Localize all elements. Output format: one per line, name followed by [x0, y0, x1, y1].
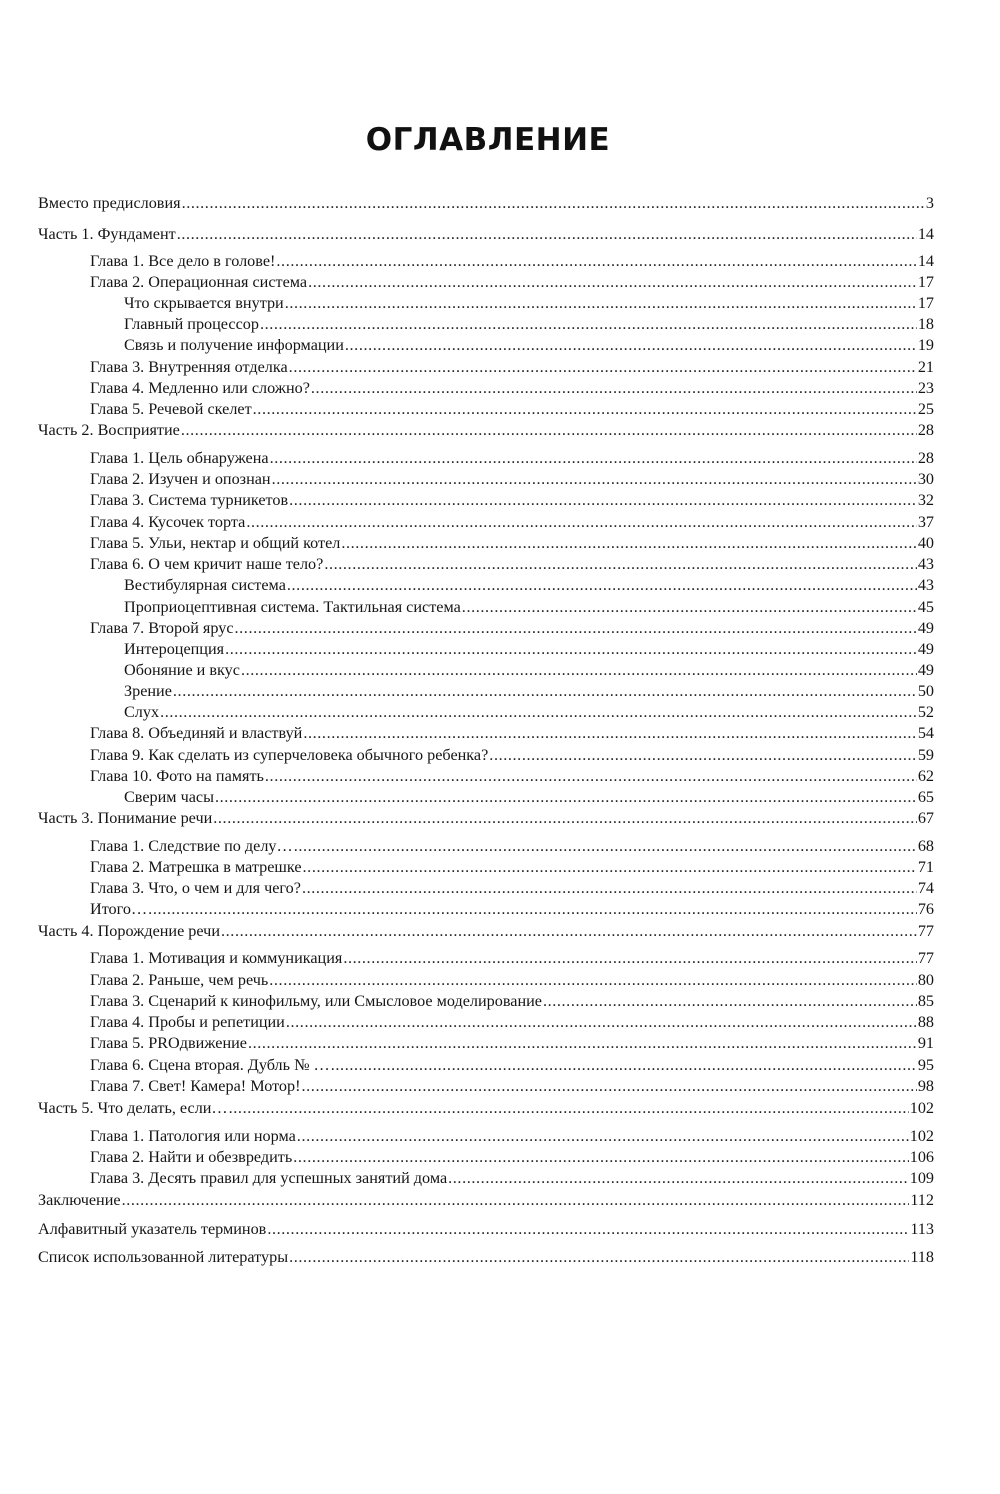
entry-title: Список использованной литературы: [38, 1248, 289, 1266]
toc-entry: [90, 1126, 934, 1146]
dot-leader: [267, 1219, 909, 1239]
dot-leader: [173, 681, 917, 701]
dot-leader: [215, 787, 917, 807]
toc-entry: [90, 469, 934, 489]
entry-title: Что скрывается внутри: [124, 294, 284, 312]
entry-title: Глава 1. Патология или норма: [90, 1127, 296, 1145]
page-number: 95: [917, 1056, 934, 1074]
dot-leader: [241, 660, 917, 680]
toc-entry: [90, 836, 934, 856]
page-number: 40: [917, 534, 934, 552]
entry-title: Глава 3. Система турникетов: [90, 491, 289, 509]
toc-entry: [90, 970, 934, 990]
dot-leader: [269, 970, 917, 990]
toc-entry: [124, 314, 934, 334]
page-number: 18: [917, 315, 934, 333]
toc-entry: [124, 639, 934, 659]
page-number: 91: [917, 1034, 934, 1052]
toc-entry: [38, 1098, 934, 1118]
entry-title: Часть 2. Восприятие: [38, 421, 180, 439]
page-number: 59: [917, 746, 934, 764]
page-title: ОГЛАВЛЕНИЕ: [365, 122, 611, 158]
page-number: 17: [917, 273, 934, 291]
page-number: 49: [917, 640, 934, 658]
toc-entry: [38, 420, 934, 440]
dot-leader: [270, 448, 917, 468]
dot-leader: [225, 639, 917, 659]
toc-entry: [90, 1055, 934, 1075]
dot-leader: [308, 272, 917, 292]
dot-leader: [293, 1147, 908, 1167]
toc-entry: [38, 1190, 934, 1210]
page-number: 49: [917, 661, 934, 679]
dot-leader: [272, 469, 917, 489]
page-number: 52: [917, 703, 934, 721]
dot-leader: [289, 1247, 909, 1267]
entry-title: Глава 3. Внутренняя отделка: [90, 358, 288, 376]
entry-title: Глава 1. Все дело в голове!: [90, 252, 276, 270]
toc-entry: [90, 878, 934, 898]
entry-title: Глава 5. Ульи, нектар и общий котел: [90, 534, 341, 552]
dot-leader: [311, 378, 917, 398]
dot-leader: [345, 335, 917, 355]
toc-entry: [90, 490, 934, 510]
entry-title: Вместо предисловия: [38, 194, 181, 212]
page-number: 102: [909, 1099, 934, 1117]
dot-leader: [294, 836, 917, 856]
page-number: 30: [917, 470, 934, 488]
toc-entry: [90, 1147, 934, 1167]
toc-entry: [90, 1076, 934, 1096]
page-number: 14: [917, 225, 934, 243]
dot-leader: [462, 597, 917, 617]
page-number: 77: [917, 922, 934, 940]
page-number: 28: [917, 449, 934, 467]
entry-title: Глава 6. Сцена вторая. Дубль № …: [90, 1056, 330, 1074]
page-number: 80: [917, 971, 934, 989]
dot-leader: [289, 490, 917, 510]
page-number: 77: [917, 949, 934, 967]
page-number: 62: [917, 767, 934, 785]
toc-entry: [90, 1012, 934, 1032]
entry-title: Вестибулярная система: [124, 576, 286, 594]
toc-entry: [90, 448, 934, 468]
toc-entry: [124, 681, 934, 701]
entry-title: Глава 10. Фото на память: [90, 767, 264, 785]
page-number: 88: [917, 1013, 934, 1031]
entry-title: Итого…: [90, 900, 148, 918]
entry-title: Сверим часы: [124, 788, 214, 806]
dot-leader: [160, 702, 917, 722]
dot-leader: [489, 745, 917, 765]
entry-title: Глава 3. Сценарий к кинофильму, или Смысловое моделирование: [90, 992, 542, 1010]
entry-title: Глава 8. Объединяй и властвуй: [90, 724, 303, 742]
page-number: 65: [917, 788, 934, 806]
entry-title: Часть 4. Порождение речи: [38, 922, 220, 940]
page-number: 25: [917, 400, 934, 418]
entry-title: Глава 1. Мотивация и коммуникация: [90, 949, 343, 967]
dot-leader: [246, 512, 917, 532]
dot-leader: [276, 251, 916, 271]
page-number: 118: [910, 1248, 934, 1266]
entry-title: Глава 2. Найти и обезвредить: [90, 1148, 293, 1166]
page-number: 76: [917, 900, 934, 918]
dot-leader: [181, 420, 917, 440]
entry-title: Глава 5. PROдвижение: [90, 1034, 247, 1052]
entry-title: Глава 7. Свет! Камера! Мотор!: [90, 1077, 301, 1095]
entry-title: Глава 3. Десять правил для успешных занятий дома: [90, 1169, 448, 1187]
toc-entry: [124, 335, 934, 355]
dot-leader: [331, 1055, 917, 1075]
entry-title: Глава 6. О чем кричит наше тело?: [90, 555, 324, 573]
entry-title: Глава 4. Пробы и репетиции: [90, 1013, 285, 1031]
entry-title: Проприоцептивная система. Тактильная система: [124, 598, 461, 616]
dot-leader: [253, 399, 917, 419]
toc-entry: [90, 723, 934, 743]
dot-leader: [302, 878, 917, 898]
page-number: 43: [917, 576, 934, 594]
dot-leader: [289, 357, 917, 377]
dot-leader: [285, 293, 917, 313]
dot-leader: [248, 1033, 917, 1053]
toc-entry: [90, 512, 934, 532]
page-number: 3: [925, 194, 934, 212]
dot-leader: [122, 1190, 910, 1210]
page-number: 85: [917, 992, 934, 1010]
dot-leader: [297, 1126, 909, 1146]
page-number: 102: [909, 1127, 934, 1145]
entry-title: Алфавитный указатель терминов: [38, 1220, 267, 1238]
entry-title: Глава 4. Кусочек торта: [90, 513, 246, 531]
page-number: 109: [909, 1169, 934, 1187]
dot-leader: [235, 618, 917, 638]
dot-leader: [303, 723, 916, 743]
dot-leader: [303, 857, 917, 877]
page-number: 112: [910, 1191, 934, 1209]
toc-entry: [90, 533, 934, 553]
entry-title: Связь и получение информации: [124, 336, 344, 354]
dot-leader: [286, 1012, 917, 1032]
page-number: 28: [917, 421, 934, 439]
toc-entry: [90, 1033, 934, 1053]
toc-entry: [90, 357, 934, 377]
toc-entry: [124, 702, 934, 722]
entry-title: Глава 1. Цель обнаружена: [90, 449, 269, 467]
dot-leader: [343, 948, 917, 968]
toc-entry: [38, 808, 934, 828]
page-number: 54: [917, 724, 934, 742]
entry-title: Глава 1. Следствие по делу…: [90, 837, 293, 855]
toc-entry: [90, 948, 934, 968]
entry-title: Глава 4. Медленно или сложно?: [90, 379, 310, 397]
dot-leader: [302, 1076, 917, 1096]
dot-leader: [182, 193, 925, 213]
toc-entry: [38, 193, 934, 213]
toc-entry: [90, 1168, 934, 1188]
page-number: 74: [917, 879, 934, 897]
toc-entry: [90, 272, 934, 292]
page-number: 67: [917, 809, 934, 827]
entry-title: Обоняние и вкус: [124, 661, 240, 679]
toc-entry: [38, 224, 934, 244]
toc-entry: [38, 1247, 934, 1267]
entry-title: Часть 3. Понимание речи: [38, 809, 213, 827]
toc-entry: [124, 293, 934, 313]
entry-title: Глава 9. Как сделать из суперчеловека обычного ребенка?: [90, 746, 489, 764]
dot-leader: [229, 1098, 909, 1118]
page-number: 50: [917, 682, 934, 700]
dot-leader: [213, 808, 917, 828]
entry-title: Зрение: [124, 682, 172, 700]
toc-entry: [90, 618, 934, 638]
toc-entry: [124, 575, 934, 595]
entry-title: Глава 5. Речевой скелет: [90, 400, 252, 418]
page-number: 23: [917, 379, 934, 397]
toc-entry: [38, 1219, 934, 1239]
dot-leader: [543, 991, 917, 1011]
toc-entry: [90, 251, 934, 271]
toc-entry: [124, 660, 934, 680]
dot-leader: [341, 533, 916, 553]
page-number: 43: [917, 555, 934, 573]
entry-title: Слух: [124, 703, 160, 721]
entry-title: Заключение: [38, 1191, 121, 1209]
page-number: 113: [910, 1220, 934, 1238]
toc-entry: [90, 378, 934, 398]
page-number: 45: [917, 598, 934, 616]
page-number: 49: [917, 619, 934, 637]
toc-entry: [90, 745, 934, 765]
entry-title: Глава 2. Раньше, чем речь: [90, 971, 269, 989]
page-number: 19: [917, 336, 934, 354]
page-number: 37: [917, 513, 934, 531]
dot-leader: [287, 575, 917, 595]
toc-entry: [38, 921, 934, 941]
toc-entry: [90, 991, 934, 1011]
dot-leader: [177, 224, 917, 244]
entry-title: Глава 2. Операционная система: [90, 273, 308, 291]
page-number: 17: [917, 294, 934, 312]
toc-entry: [90, 766, 934, 786]
dot-leader: [221, 921, 917, 941]
page-number: 71: [917, 858, 934, 876]
page-number: 68: [917, 837, 934, 855]
toc-entry: [124, 787, 934, 807]
page-number: 98: [917, 1077, 934, 1095]
entry-title: Интероцепция: [124, 640, 225, 658]
entry-title: Глава 3. Что, о чем и для чего?: [90, 879, 301, 897]
dot-leader: [265, 766, 917, 786]
entry-title: Часть 1. Фундамент: [38, 225, 176, 243]
page-number: 21: [917, 358, 934, 376]
dot-leader: [260, 314, 917, 334]
entry-title: Глава 2. Изучен и опознан: [90, 470, 271, 488]
entry-title: Глава 7. Второй ярус: [90, 619, 234, 637]
dot-leader: [448, 1168, 909, 1188]
toc-entry: [90, 554, 934, 574]
page-number: 106: [909, 1148, 934, 1166]
entry-title: Глава 2. Матрешка в матрешке: [90, 858, 302, 876]
page-number: 32: [917, 491, 934, 509]
entry-title: Главный процессор: [124, 315, 259, 333]
toc-entry: [90, 899, 934, 919]
dot-leader: [148, 899, 917, 919]
entry-title: Часть 5. Что делать, если…: [38, 1099, 228, 1117]
dot-leader: [324, 554, 917, 574]
toc-entry: [124, 597, 934, 617]
page-number: 14: [917, 252, 934, 270]
toc-entry: [90, 857, 934, 877]
toc-entry: [90, 399, 934, 419]
